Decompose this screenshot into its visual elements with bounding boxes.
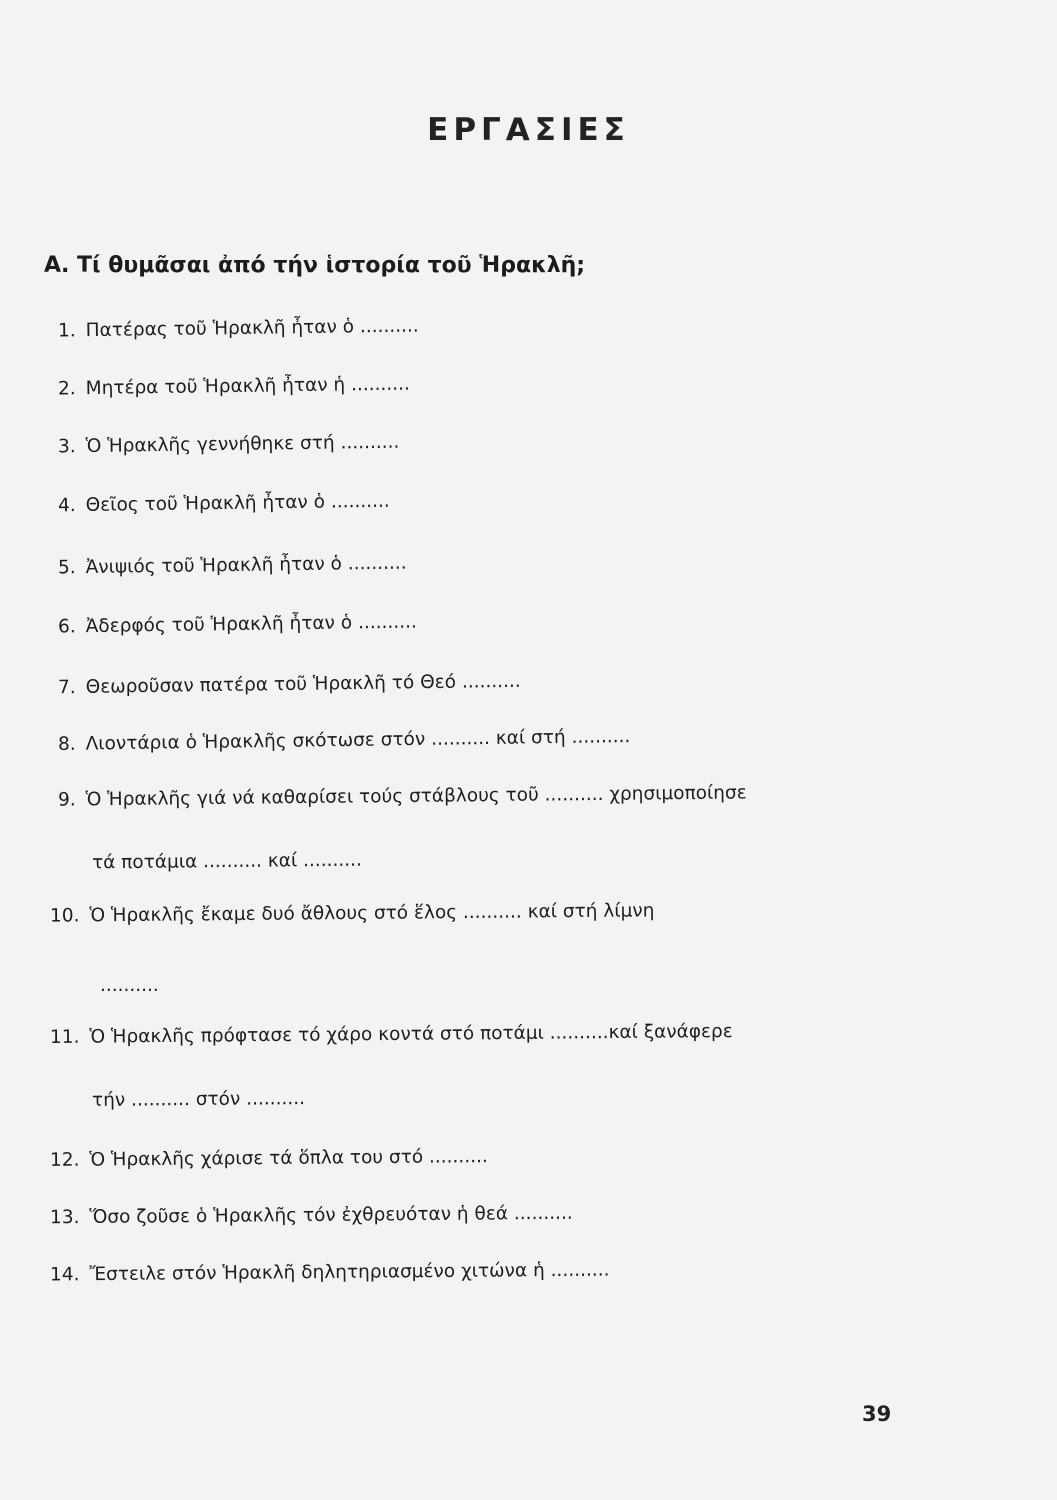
exercise-item-4	[58, 491, 390, 517]
item-number: 6.	[57, 616, 76, 638]
exercise-item-3	[58, 432, 400, 458]
exercise-item-5	[58, 553, 407, 579]
item-text: Μητέρα τοῦ Ἡρακλῆ ἦταν ἡ ..........	[85, 373, 411, 400]
item-number: 7.	[57, 676, 76, 699]
exercise-item-14	[50, 1260, 610, 1286]
item-text: Πατέρας τοῦ Ἡρακλῆ ἦταν ὁ ..........	[85, 315, 419, 342]
item-text: Ἀδερφός τοῦ Ἡρακλῆ ἦταν ὁ ..........	[85, 611, 417, 638]
item-text: Λιοντάρια ὁ Ἡρακλῆς σκότωσε στόν .......... καί στή ..........	[85, 726, 631, 755]
item-number: 14.	[49, 1264, 80, 1286]
item-number: 8.	[57, 733, 76, 755]
exercise-item-7	[58, 671, 521, 698]
item-text: Ὅσο ζοῦσε ὁ Ἡρακλῆς τόν ἐχθρευόταν ἡ θεά ..........	[89, 1202, 573, 1228]
item-number: 11.	[49, 1026, 80, 1048]
item-number: 4.	[57, 495, 76, 517]
item-number: 9.	[57, 789, 76, 811]
item-number: 5.	[57, 557, 76, 579]
item-text: Ὁ Ἡρακλῆς πρόφτασε τό χάρο κοντά στό ποτάμι ..........καί ξανάφερε	[89, 1021, 733, 1048]
item-text: Θεῖος τοῦ Ἡρακλῆ ἦταν ὁ ..........	[85, 490, 390, 516]
exercise-item-8	[58, 726, 631, 755]
item-text: Ἔστειλε στόν Ἡρακλῆ δηλητηριασμένο χιτώνα ἡ ..........	[89, 1259, 610, 1286]
item-text: Ὁ Ἡρακλῆς ἔκαμε δυό ἄθλους στό ἕλος .......... καί στή λίμνη	[89, 900, 655, 927]
exercise-item-6	[58, 611, 417, 637]
exercise-item-1	[58, 315, 419, 341]
item-number: 2.	[57, 378, 76, 400]
item-text: Ὁ Ἡρακλῆς γιά νά καθαρίσει τούς στάβλους τοῦ .......... χρησιμοποίησε	[85, 782, 747, 811]
exercise-item-9	[58, 782, 747, 810]
section-heading-a: Α. Τί θυμᾶσαι ἀπό τήν ἱστορία τοῦ Ἡρακλῆ;	[44, 253, 586, 278]
page-number: 39	[862, 1402, 892, 1426]
item-number: 3.	[57, 436, 76, 458]
item-text: Ἀνιψιός τοῦ Ἡρακλῆ ἦταν ὁ ..........	[85, 552, 407, 579]
item-number: 13.	[49, 1207, 80, 1229]
item-text: Θεωροῦσαν πατέρα τοῦ Ἡρακλῆ τό Θεό ..........	[85, 670, 521, 698]
exercise-item-2	[58, 374, 410, 400]
item-number: 10.	[49, 905, 80, 927]
exercise-item-11-continuation: τήν .......... στόν ..........	[91, 1088, 306, 1111]
exercise-item-10	[50, 900, 655, 926]
exercise-item-9-continuation: τά ποτάμια .......... καί ..........	[91, 849, 362, 874]
item-text: Ὁ Ἡρακλῆς γεννήθηκε στή ..........	[85, 431, 400, 457]
exercise-item-11	[50, 1021, 733, 1048]
exercise-item-10-continuation: ..........	[100, 975, 159, 996]
item-text: Ὁ Ἡρακλῆς χάρισε τά ὅπλα του στό ..........	[89, 1146, 488, 1171]
page-title: ΕΡΓΑΣΙΕΣ	[427, 112, 630, 148]
item-number: 12.	[49, 1149, 80, 1171]
exercise-item-13	[50, 1203, 573, 1229]
item-number: 1.	[57, 320, 76, 342]
exercise-item-12	[50, 1146, 488, 1171]
